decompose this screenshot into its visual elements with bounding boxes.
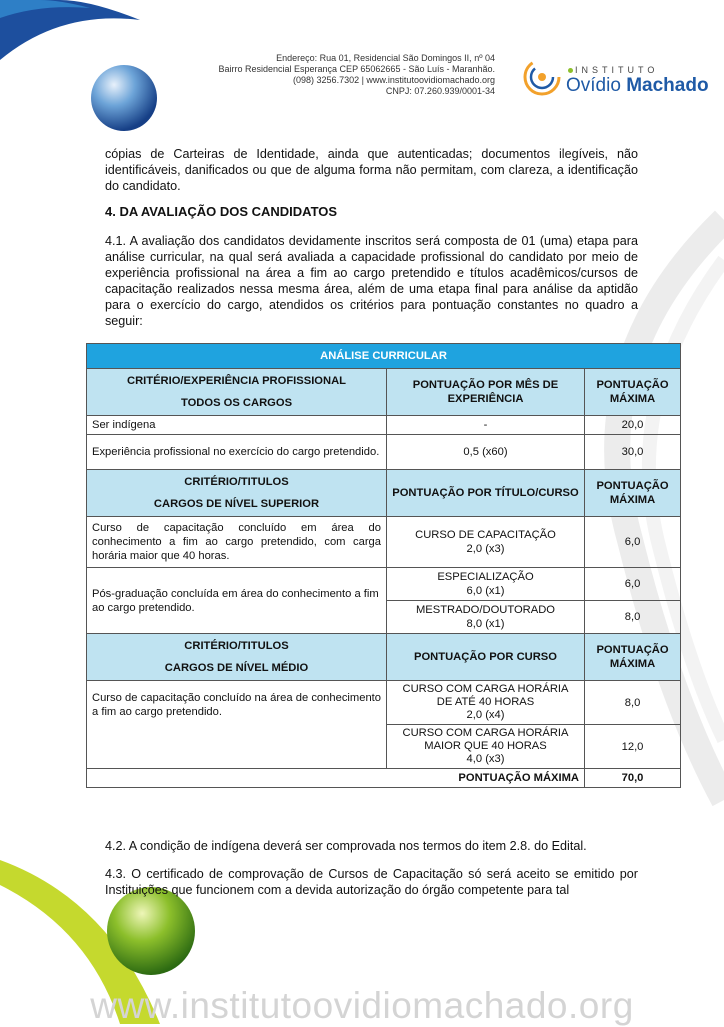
header-line: CRITÉRIO/TITULOS [184,640,289,652]
footer-url: www.institutoovidiomachado.org [90,985,634,1026]
maxima-cell: 30,0 [585,435,681,470]
address-line: (098) 3256.7302 | www.institutoovidiomachado.org [293,75,495,85]
logo-name [566,75,709,97]
table-row [87,435,681,470]
total-empty-cell [87,769,387,788]
pontuacao-line: MAIOR QUE 40 HORAS [424,740,547,752]
table-title-row [87,344,681,369]
section1-header-criterio [87,369,387,416]
criterio-cell: Curso de capacitação concluído na área de conhecimento a fim ao cargo pretendido. [87,681,387,769]
address-line: Bairro Residencial Esperança CEP 65062665 - São Luís - Maranhão. [218,64,495,74]
total-row [87,769,681,788]
pontuacao-line: 4,0 (x3) [466,753,505,765]
section2-header-maxima: PONTUAÇÃO MÁXIMA [585,470,681,517]
maxima-cell: 6,0 [585,568,681,601]
section3-header-row [87,634,681,681]
pontuacao-line: ESPECIALIZAÇÃO [437,571,534,583]
header-line: CRITÉRIO/TITULOS [184,476,289,488]
pontuacao-cell: 0,5 (x60) [387,435,585,470]
section1-header-row [87,369,681,416]
section3-header-criterio [87,634,387,681]
maxima-cell: 8,0 [585,681,681,725]
logo-name-regular: Ovídio [566,75,621,96]
pontuacao-cell: - [387,416,585,435]
total-label: PONTUAÇÃO MÁXIMA [387,769,585,788]
criterio-cell: Pós-graduação concluída em área do conhecimento a fim ao cargo pretendido. [87,568,387,634]
section3-header-pontuacao: PONTUAÇÃO POR CURSO [387,634,585,681]
analise-curricular-table [86,343,681,788]
criterio-cell: Experiência profissional no exercício do cargo pretendido. [87,435,387,470]
intro-paragraph: cópias de Carteiras de Identidade, ainda que autenticadas; documentos ilegíveis, não identificáveis, danificados ou que de alguma forma não permitam, com clareza, a identificação do candidato. [105,147,638,193]
pontuacao-line: DE ATÉ 40 HORAS [436,696,535,708]
pontuacao-line: CURSO COM CARGA HORÁRIA [402,683,569,695]
pontuacao-line: 2,0 (x3) [466,543,505,555]
header-line: TODOS OS CARGOS [180,397,293,409]
section3-header-maxima: PONTUAÇÃO MÁXIMA [585,634,681,681]
maxima-cell: 6,0 [585,517,681,568]
section2-header-pontuacao: PONTUAÇÃO POR TÍTULO/CURSO [387,470,585,517]
blue-sphere-decoration [88,62,160,134]
total-value: 70,0 [585,769,681,788]
section2-header-criterio [87,470,387,517]
criterio-cell: Ser indígena [87,416,387,435]
paragraph-4-1: 4.1. A avaliação dos candidatos devidamente inscritos será composta de 01 (uma) etapa para análise curricular, na qual será avaliada a capacidade profissional do candidato por meio de experiência profissional na área a fim ao cargo pretendido e títulos acadêmicos/cursos de capacitação realizados nessa mesma área, além de uma etapa final para análise da aptidão para o exercício do cargo, atendidos os critérios para pontuação constantes no quadro a seguir: [105,234,638,328]
table-row [87,681,681,725]
table-row [87,568,681,601]
pontuacao-cell [387,681,585,725]
section2-header-row [87,470,681,517]
header-address [190,53,495,97]
paragraph-4-3: 4.3. O certificado de comprovação de Cursos de Capacitação só será aceito se emitido por Instituições que funcionem com a devida autorização do órgão competente para tal [105,867,638,897]
pontuacao-cell [387,517,585,568]
header-line: CRITÉRIO/EXPERIÊNCIA PROFISSIONAL [126,375,346,387]
green-sphere-decoration [105,885,197,977]
table-title: ANÁLISE CURRICULAR [87,344,681,369]
address-line: Endereço: Rua 01, Residencial São Domingos II, nº 04 [276,53,495,63]
pontuacao-cell [387,601,585,634]
maxima-cell: 20,0 [585,416,681,435]
maxima-cell: 8,0 [585,601,681,634]
pontuacao-cell [387,725,585,769]
table-row [87,517,681,568]
logo-emblem-icon [520,55,564,99]
logo-top-text: INSTITUTO [575,65,659,75]
pontuacao-line: 6,0 (x1) [466,585,505,597]
logo-name-bold: Machado [626,75,709,96]
section1-header-pontuacao: PONTUAÇÃO POR MÊS DE EXPERIÊNCIA [387,369,585,416]
paragraph-4-2: 4.2. A condição de indígena deverá ser comprovada nos termos do item 2.8. do Edital. [105,839,587,853]
logo-dot-icon [568,68,573,73]
institute-logo [520,55,709,100]
table-row [87,416,681,435]
criterio-cell: Curso de capacitação concluído em área do conhecimento a fim ao cargo pretendido, com carga horária maior que 40 horas. [87,517,387,568]
pontuacao-line: MESTRADO/DOUTORADO [415,604,556,616]
section1-header-maxima: PONTUAÇÃO MÁXIMA [585,369,681,416]
header-line: CARGOS DE NÍVEL SUPERIOR [153,498,320,510]
pontuacao-line: 8,0 (x1) [466,618,505,630]
header-line: CARGOS DE NÍVEL MÉDIO [164,662,309,674]
pontuacao-line: CURSO DE CAPACITAÇÃO [415,529,556,541]
address-line: CNPJ: 07.260.939/0001-34 [385,86,495,96]
pontuacao-line: CURSO COM CARGA HORÁRIA [402,727,569,739]
pontuacao-cell [387,568,585,601]
maxima-cell: 12,0 [585,725,681,769]
section-title: 4. DA AVALIAÇÃO DOS CANDIDATOS [105,204,338,219]
pontuacao-line: 2,0 (x4) [466,709,505,721]
